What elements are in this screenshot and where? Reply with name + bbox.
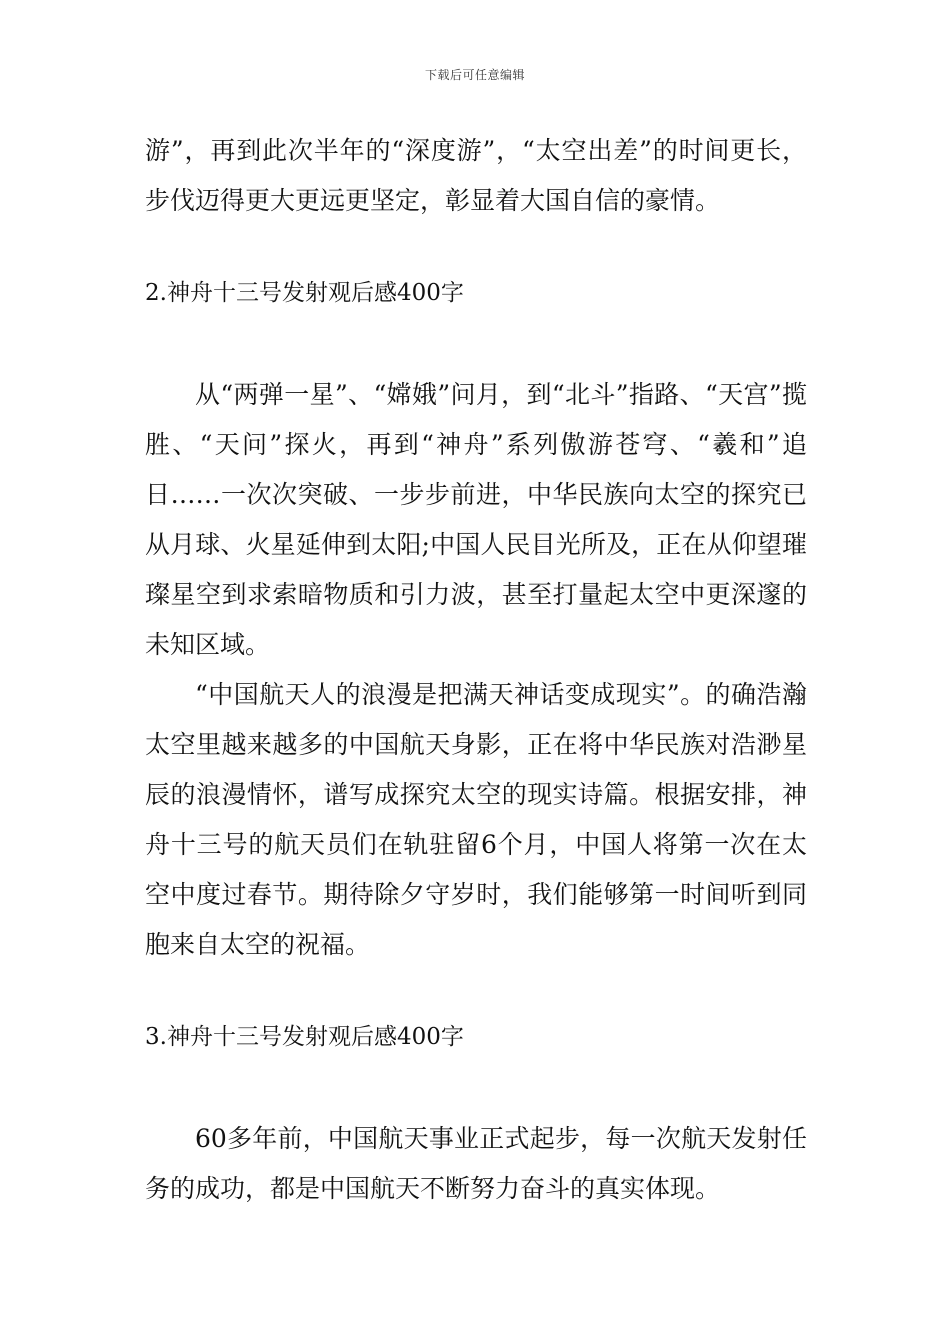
paragraph-space-history: 从“两弹一星”、“嫦娥”问月，到“北斗”指路、“天宫”揽胜、“天问”探火，再到“神舟”系列傲游苍穹、“羲和”追日……一次次突破、一步步前进，中华民族向太空的探究已从月球、火星延伸到太阳;中国人民目光所及，正在从仰望璀璨星空到求索暗物质和引力波，甚至打量起太空中更深邃的未知区域。: [145, 380, 807, 659]
spacer: [145, 318, 807, 370]
document-body: [145, 126, 807, 1214]
paragraph-continuation: 游”，再到此次半年的“深度游”，“太空出差”的时间更长，步伐迈得更大更远更坚定，彰显着大国自信的豪情。: [145, 136, 807, 215]
spacer: [145, 970, 807, 1012]
spacer: [145, 226, 807, 268]
header-note: 下载后可任意编辑: [424, 68, 525, 82]
section-heading-2: 2.神舟十三号发射观后感400字: [145, 280, 464, 306]
section-heading-3: 3.神舟十三号发射观后感400字: [145, 1024, 464, 1050]
paragraph-space-romance: “中国航天人的浪漫是把满天神话变成现实”。的确浩瀚太空里越来越多的中国航天身影，正在将中华民族对浩渺星辰的浪漫情怀，谱写成探究太空的现实诗篇。根据安排，神舟十三号的航天员们在轨驻留6个月，中国人将第一次在太空中度过春节。期待除夕守岁时，我们能够第一时间听到同胞来自太空的祝福。: [145, 680, 807, 959]
paragraph-space-start: 60多年前，中国航天事业正式起步，每一次航天发射任务的成功，都是中国航天不断努力奋斗的真实体现。: [145, 1124, 807, 1203]
spacer: [145, 1062, 807, 1114]
